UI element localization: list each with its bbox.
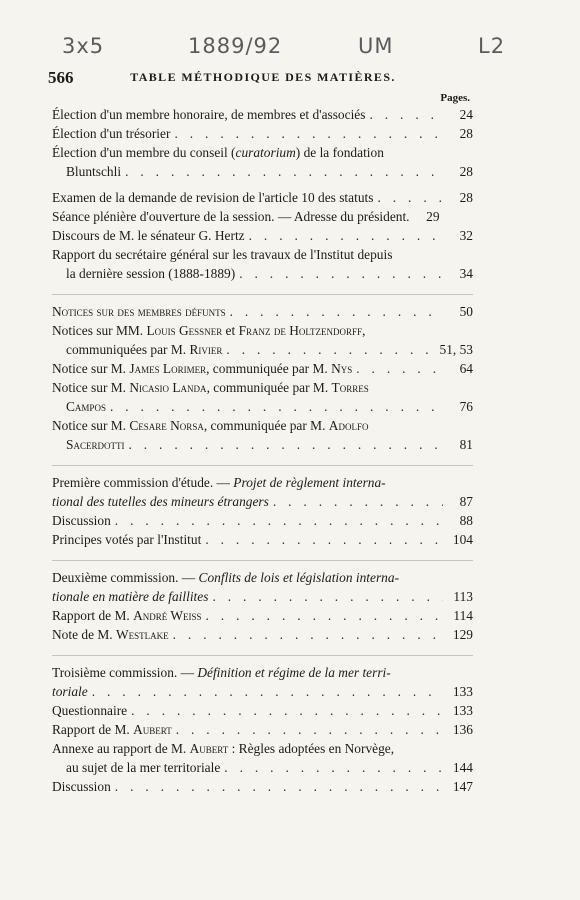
toc-entry: Première commission d'étude. — Projet de règlement interna- tional des tutelles des mineurs étrangers . . . 87 [52,473,473,511]
toc-entry: Notice sur M. Nicasio Landa, communiquée par M. Torres Campos . . . 76 [52,378,473,416]
entry-page: 129 [452,627,473,642]
toc-entry [52,188,473,207]
entry-page: 114 [453,608,473,623]
toc-entry: Notices sur MM. Louis Gessner et Franz de Holtzendorff, communiquées par M. Rivier . . . 51, 53 [52,321,473,359]
entry-title: Discussion [52,779,111,794]
entry-title: Séance plénière d'ouverture de la session. — Adresse du président. [52,209,410,224]
section-divider [52,655,473,656]
handwritten-mark-right: L2 [478,34,506,58]
entry-title: Discours de M. le sénateur G. Hertz [52,228,245,243]
entry-page: 113 [453,589,473,604]
toc-entry [52,105,473,124]
running-title: TABLE MÉTHODIQUE DES MATIÈRES. [130,70,396,84]
entry-title: Examen de la demande de revision de l'article 10 des statuts [52,190,374,205]
page-number: 566 [48,68,74,87]
toc-entry: Élection d'un membre du conseil (curatorium) de la fondation Bluntschli . . . 28 [52,143,473,181]
section-divider [52,560,473,561]
entry-page: 50 [459,304,473,319]
entry-page: 24 [459,107,473,122]
entry-page: 133 [452,684,473,699]
entry-page: 136 [452,722,473,737]
entry-title: Discussion [52,513,111,528]
entry-page: 51, 53 [439,342,473,357]
entry-page: 28 [459,126,473,141]
entry-title: Notices sur des membres défunts [52,304,226,319]
entry-page: 81 [459,437,473,452]
toc-entry [52,124,473,143]
entry-title: Élection d'un membre honoraire, de membres et d'associés [52,107,366,122]
toc-entry: Note de M. Westlake . . . 129 [52,625,473,644]
toc-entry [52,302,473,321]
entry-title: Élection d'un trésorier [52,126,171,141]
handwritten-mark-mid: UM [358,34,394,58]
toc-entry: Annexe au rapport de M. Aubert : Règles adoptées en Norvège, au sujet de la mer territoriale . . . 144 [52,739,473,777]
toc-entry: Rapport de M. André Weiss . . . 114 [52,606,473,625]
toc-entry: Notice sur M. James Lorimer, communiquée par M. Nys . . . 64 [52,359,473,378]
entry-page: 29 [426,209,440,224]
handwritten-date: 1889/92 [188,34,283,58]
toc-entry: Troisième commission. — Définition et régime de la mer terri- toriale . . . 133 [52,663,473,701]
entry-title: Principes votés par l'Institut [52,532,202,547]
toc-entry: Deuxième commission. — Conflits de lois et législation interna- tionale en matière de faillites . . . 113 [52,568,473,606]
toc-entry [52,701,473,720]
toc-entry: Notice sur M. Cesare Norsa, communiquée par M. Adolfo Sacerdotti . . . 81 [52,416,473,454]
entry-page: 64 [459,361,473,376]
entry-page: 88 [459,513,473,528]
pages-column-label: Pages. [440,92,470,104]
toc-entry [52,530,473,549]
entry-page: 76 [459,399,473,414]
entry-page: 104 [452,532,473,547]
toc-entry [52,226,473,245]
entry-title: Questionnaire [52,703,128,718]
entry-page: 28 [459,190,473,205]
table-of-contents [52,105,473,796]
toc-entry [52,777,473,796]
entry-page: 144 [452,760,473,775]
toc-entry: Rapport de M. Aubert . . . 136 [52,720,473,739]
entry-page: 133 [452,703,473,718]
entry-page: 147 [452,779,473,794]
entry-page: 32 [459,228,473,243]
page-header [48,68,478,88]
toc-entry [52,207,473,226]
entry-page: 28 [459,164,473,179]
toc-entry: Rapport du secrétaire général sur les travaux de l'Institut depuis la dernière session (1888-1889) . . . 34 [52,245,473,283]
entry-page: 87 [459,494,473,509]
section-divider [52,465,473,466]
section-divider [52,294,473,295]
handwritten-mark-left: 3x5 [62,34,105,58]
entry-page: 34 [459,266,473,281]
toc-entry [52,511,473,530]
